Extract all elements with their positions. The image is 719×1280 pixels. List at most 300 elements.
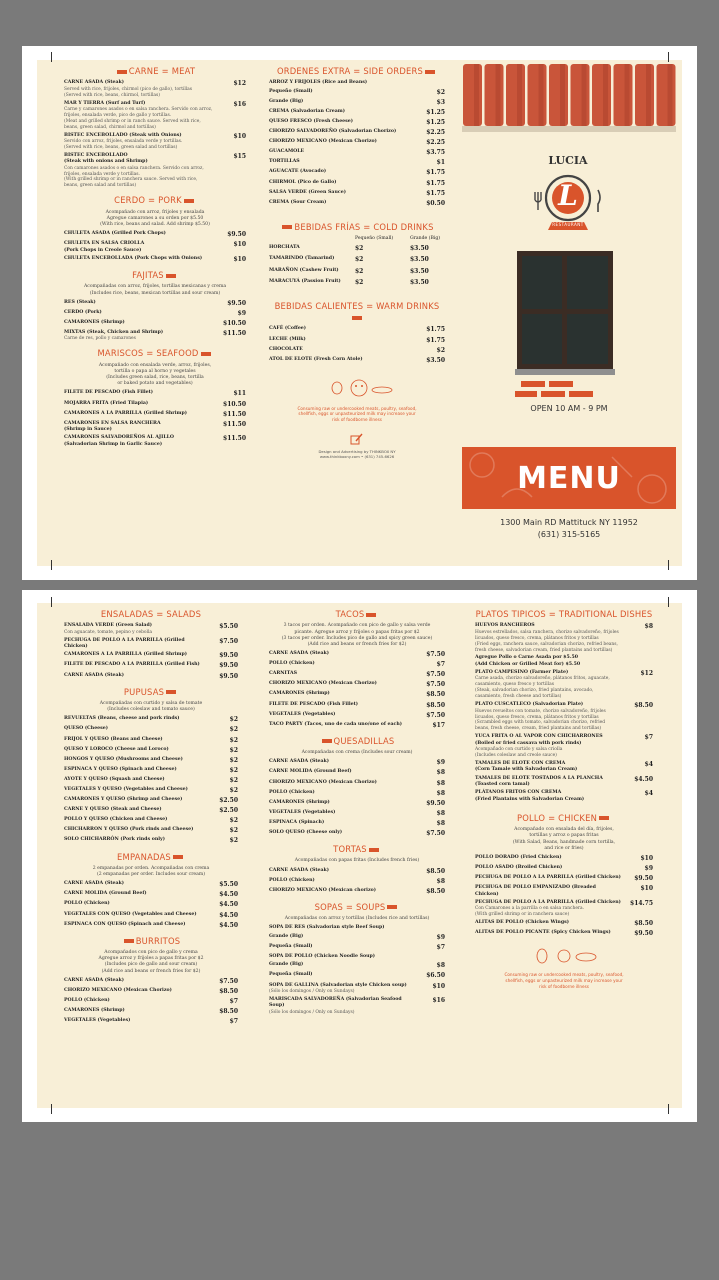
item-name: CHORIZO MEXICANO (Mexican Chorizo): [269, 681, 377, 687]
item-name-block: [64, 978, 124, 984]
item-price: $8: [436, 819, 445, 827]
item-price: $2: [229, 786, 238, 794]
item-name: BISTEC ENCEBOLLADO (Steak with Onions): [64, 132, 182, 138]
item-price: $8.50: [634, 702, 653, 710]
item-name: QUESO Y LOROCO (Cheese and Loroco): [64, 746, 169, 752]
item-name: VEGETALES (Vegetables): [64, 1018, 131, 1024]
item-name: CHULETA ENCEBOLLADA (Pork Chops with Onions): [64, 256, 203, 261]
item-price: $10.50: [223, 320, 246, 327]
section-title: BURRITOS: [135, 935, 181, 946]
menu-item: [64, 767, 238, 775]
item-name-block: [269, 180, 336, 186]
item-price: $7: [229, 998, 238, 1005]
item-price: $3.50: [426, 356, 445, 364]
item-name-block: [269, 820, 324, 826]
section-carne: [64, 66, 246, 77]
item-name-block: [269, 759, 329, 765]
item-name-block: [64, 912, 197, 918]
section-title: POLLO = CHICKEN: [516, 812, 598, 823]
item-name-block: [64, 320, 125, 326]
item-price: $1.25: [426, 108, 445, 116]
menu-item: [269, 149, 445, 157]
menu-item: [475, 761, 653, 774]
item-price: $11: [233, 390, 246, 398]
item-description: Con camarones asados o en salsa ranchera. Servido con arroz, frijoles, ensalada verde y tortillas. (With grilled shrimp or in ranchera sauce. Served with rice, beans, green salad and tortillas): [64, 165, 204, 189]
menu-item: [64, 1018, 238, 1026]
item-name: Agregue Pollo o Carne Asada por $5.50 (Add Chicken or Grilled Meat for) $5.50: [475, 655, 581, 667]
item-name: CAMARONES (Shrimp): [64, 320, 125, 325]
item-price: $1.75: [426, 336, 445, 344]
item-name: ATOL DE ELOTE (Fresh Corn Atole): [269, 356, 363, 362]
item-description: Servido con arroz, frijoles, ensalada verde y tortillas. (Served with rice, beans, green salad and tortillas): [64, 139, 183, 150]
item-price: $2: [229, 756, 238, 764]
roof-tile-shade: [496, 64, 501, 126]
item-name-block: [269, 925, 385, 931]
item-description: (Sólo los domingos / Only on Sundays): [269, 988, 355, 994]
item-name: POLLO (Chicken): [269, 877, 315, 883]
item-price: $5.50: [219, 623, 238, 631]
sopas-description: Acompañadas con arroz y tortillas (Includes rice and tortillas): [284, 916, 430, 922]
item-price: $1: [436, 159, 445, 167]
item-name: PECHUGA DE POLLO A LA PARRILLA (Grilled Chicken): [475, 875, 621, 881]
item-name: CAMARONES (Shrimp): [64, 1008, 125, 1014]
item-name-block: [64, 1008, 125, 1014]
menu-item: [269, 997, 445, 1016]
crop-mark: [51, 1104, 52, 1114]
item-name: ALITAS DE POLLO PICANTE (Spicy Chicken Wings): [475, 930, 611, 936]
empanadas-description: 2 empanadas por orden. Acompañadas con crema (2 empanadas per order. Includes sour cream): [92, 865, 210, 878]
burritos-list: [64, 978, 238, 1026]
item-name: ESPINACA Y QUESO (Spinach and Cheese): [64, 766, 177, 772]
menu-item: [64, 411, 246, 419]
item-name: PLÁTANOS FRITOS CON CREMA (Fried Plantains with Salvadorian Cream): [475, 790, 585, 802]
menu-item: [475, 900, 653, 918]
item-name: CARNE ASADA (Steak): [269, 651, 329, 657]
item-price: $2.25: [426, 139, 445, 147]
sopas-list: [269, 925, 445, 1015]
section-title: EMPANADAS: [117, 851, 171, 862]
item-name-block: [64, 922, 185, 928]
item-price: $9.50: [634, 875, 653, 883]
menu-item: [269, 830, 445, 838]
section-burritos: [64, 936, 238, 947]
item-name-block: [269, 962, 303, 968]
tacos-description: 3 tacos por orden. Acompañado con pico de gallo y salsa verde picante. Agregue arroz y frijoles o papas fritas por $2 (3 tacos per order. Includes pico de gallo and spicy green sauce) (Add rice and beans or french fries for $2): [281, 623, 433, 647]
menu-item: [269, 326, 445, 334]
section-title: PUPUSAS: [123, 686, 165, 697]
item-name-block: [269, 691, 330, 697]
section-title: QUESADILLAS: [333, 735, 395, 746]
item-name: CREMA (Salvadorian Cream): [269, 108, 345, 114]
item-name-block: [269, 139, 377, 145]
item-name: CAMARONES A LA PARRILLA (Grilled Shrimp): [64, 652, 187, 658]
menu-item: [269, 934, 445, 942]
section-title: MARISCOS = SEAFOOD: [97, 348, 199, 359]
item-price: $2: [229, 716, 238, 724]
item-name: POLLO (Chicken): [64, 998, 110, 1003]
item-name: Grande (Big): [269, 962, 304, 968]
size-big-label: Grande (Big): [410, 236, 441, 242]
crop-mark: [668, 560, 669, 570]
item-name-block: [269, 702, 358, 708]
menu-item: [475, 670, 653, 700]
item-name: POLLO ASADO (Broiled Chicken): [475, 865, 563, 871]
item-price: $2: [436, 88, 445, 96]
item-name: SOPA DE GALLINA (Salvadorian style Chicken soup): [269, 982, 407, 988]
item-name-block: [64, 662, 200, 668]
item-price: $8.50: [426, 867, 445, 875]
section-cerdo: [64, 195, 246, 206]
item-description: Acompañado con curtido y salsa criolla (Includes coleslaw and creole sauce): [475, 747, 563, 758]
item-name: VEGETALES Y QUESO (Vegetables and Cheese): [64, 786, 188, 792]
roof-tile-shade: [668, 64, 673, 126]
menu-item: [64, 747, 238, 755]
item-price: $8: [436, 877, 445, 885]
item-price: $8: [436, 962, 445, 970]
menu-item: [269, 722, 445, 730]
drink-row: [269, 268, 445, 276]
item-name: SOPA DE POLLO (Chicken Noodle Soup): [269, 954, 375, 959]
section-tortas: [269, 844, 445, 855]
item-name: PECHUGA DE POLLO A LA PARRILLA (Grilled Chicken): [64, 637, 185, 649]
item-name-block: [64, 901, 110, 907]
menu-item: [269, 868, 445, 876]
item-name-block: [475, 734, 603, 759]
menu-item: [64, 652, 238, 660]
menu-item: [64, 912, 238, 920]
item-name-block: [269, 712, 335, 718]
menu-item: [269, 99, 445, 107]
pollo-list: [475, 855, 653, 938]
item-price: $4.50: [219, 891, 238, 899]
item-name-block: [269, 190, 346, 196]
item-name: CARNE MOLIDA (Ground Beef): [269, 769, 352, 775]
item-name: CAMARONES (Shrimp): [269, 691, 330, 697]
item-name-block: [64, 807, 162, 813]
item-name: Grande (Big): [269, 933, 304, 939]
item-name: CHOCOLATE: [269, 346, 303, 352]
item-name-block: [475, 900, 621, 918]
address: 1300 Main RD Mattituck NY 11952: [500, 518, 638, 527]
menu-item: [269, 139, 445, 147]
menu-item: [64, 817, 238, 825]
item-name: CAMARONES EN SALSA RANCHERA (Shrimp in Sauce): [64, 420, 161, 433]
item-price: $8.50: [426, 691, 445, 699]
menu-item: [64, 310, 246, 318]
menu-item: [475, 885, 653, 898]
item-name: CARNE MOLIDA (Ground Beef): [64, 891, 147, 897]
item-name: CARNE ASADA (Steak): [64, 672, 124, 678]
item-name-block: [64, 435, 174, 448]
item-price: $7.50: [426, 681, 445, 689]
item-price: $11.50: [223, 330, 246, 338]
item-price: $2: [229, 726, 238, 734]
item-price: $2.50: [219, 797, 238, 805]
item-price: $7.50: [219, 977, 238, 985]
item-name: PECHUGA DE POLLO A LA PARRILLA (Grilled Chicken): [475, 900, 621, 905]
roof-tiles-illustration: [462, 64, 676, 136]
menu-item: [269, 129, 445, 137]
item-name: POLLO Y QUESO (Chicken and Cheese): [64, 817, 168, 823]
roof-tile-shade: [474, 64, 479, 126]
front-column-1: [64, 60, 246, 450]
item-name-block: [475, 930, 611, 936]
item-name-block: [64, 891, 147, 897]
menu-item: [269, 200, 445, 208]
item-name: PLATO CUSCATLECO (Salvadorian Plate): [475, 702, 584, 708]
item-price: $9.50: [634, 930, 653, 938]
section-extras: [269, 66, 445, 77]
menu-item: [64, 153, 246, 189]
restaurant-logo: [532, 152, 604, 238]
item-name: CHORIZO SALVADOREÑO (Salvadorian Chorizo): [269, 129, 397, 135]
item-name: CERDO (Pork): [64, 309, 102, 315]
item-name-block: [269, 671, 297, 677]
item-name-block: [269, 661, 315, 667]
item-name: FILETE DE PESCADO A LA PARRILLA (Grilled Fish): [64, 662, 200, 668]
menu-item: [269, 671, 445, 679]
mariscos-list: [64, 390, 246, 448]
item-name-block: [269, 169, 326, 175]
item-name: CARNE ASADA (Steak): [64, 977, 124, 983]
item-price: $4.50: [219, 901, 238, 909]
item-name: TAMALES DE ELOTE CON CREMA (Corn Tamale with Salvadorian Cream): [475, 760, 578, 773]
item-name: QUESO (Cheese): [64, 726, 109, 732]
item-description: Carne asada, chorizo salvadoreño, plátanos fritos, aguacate, casamiento, queso fresco y tortillas (Steak, salvadorian chorizo, fried plantains, avocado, casamiento, fresh cheese and tortillas): [475, 676, 610, 700]
drink-big-price: $3.50: [410, 267, 429, 275]
item-name: MIXTAS (Steak, Chicken and Shrimp): [64, 330, 164, 336]
menu-item: [64, 807, 238, 815]
item-price: $8.50: [426, 701, 445, 709]
item-price: $7.50: [426, 711, 445, 719]
menu-item: [64, 320, 246, 328]
item-price: $10: [233, 256, 246, 263]
drink-small-price: $2: [355, 278, 364, 286]
roof-tile: [592, 64, 611, 126]
item-name-block: [64, 421, 161, 434]
item-name-block: [64, 401, 148, 407]
item-name: CHORIZO MEXICANO (Mexican Chorizo): [269, 779, 377, 785]
opening-hours: OPEN 10 AM - 9 PM: [530, 404, 608, 413]
item-name-block: [64, 638, 207, 651]
section-title: BEBIDAS CALIENTES = WARM DRINKS: [274, 300, 440, 311]
item-price: $8: [644, 623, 653, 631]
item-price: $2: [229, 776, 238, 784]
menu-item: [269, 180, 445, 188]
crop-mark: [51, 597, 52, 607]
item-description: Huevos estrellados, salsa ranchera, chorizo salvadoreño, frijoles licuados, queso fresco, crema, plátanos fritos y tortillas (Fried eggs, ranchera sauce, salvadorian chorizo, refried beans, fresh cheese, salvadorian cream, fried plantains and tortillas): [475, 629, 619, 653]
item-name: VEGETALES (Vegetables): [269, 711, 336, 717]
menu-item: [64, 231, 246, 239]
item-name: AYOTE Y QUESO (Squash and Cheese): [64, 776, 165, 782]
item-name-block: [64, 777, 165, 783]
menu-item: [475, 702, 653, 732]
item-name-block: [64, 80, 192, 98]
section-frias: [269, 222, 445, 233]
section-pollo: [475, 813, 653, 824]
item-name: CHORIZO MEXICANO (Mexican Chorizo): [64, 987, 172, 993]
item-name-block: [269, 200, 326, 206]
item-price: $7.50: [426, 651, 445, 659]
item-price: $2.25: [426, 129, 445, 137]
item-price: $1.75: [426, 189, 445, 197]
menu-item: [269, 651, 445, 659]
item-name-block: [64, 673, 124, 679]
item-name: TACO PARTY (Tacos, uno de cada uno/one of each): [269, 721, 402, 727]
item-name-block: [269, 878, 315, 884]
menu-item: [269, 712, 445, 720]
menu-item: [64, 737, 238, 745]
carne-list: [64, 80, 246, 189]
roof-tile: [485, 64, 504, 126]
menu-item: [269, 888, 445, 896]
item-name-block: [269, 810, 335, 816]
menu-item: [64, 988, 238, 996]
section-sopas: [269, 902, 445, 913]
section-title: SOPAS = SOUPS: [314, 901, 386, 912]
item-name: LECHE (Milk): [269, 336, 306, 342]
item-name-block: [269, 888, 376, 894]
menu-item: [269, 962, 445, 970]
roof-tile: [528, 64, 547, 126]
item-price: $11.50: [223, 420, 246, 428]
item-name-block: [64, 827, 193, 833]
item-description: (Sólo los domingos / Only on Sundays): [269, 1009, 355, 1015]
design-credit: Design and Advertising by THINKBOX NY www.thinkboxny.com • (631) 745-6626: [318, 449, 396, 460]
menu-item: [64, 757, 238, 765]
item-price: $15: [233, 152, 246, 160]
item-name: REVUELTAS (Beans, cheese and pork rinds): [64, 716, 180, 722]
item-name: MARISCADA SALVADOREÑA (Salvadorian Seafood Soup): [269, 996, 402, 1009]
item-name: RES (Steak): [64, 299, 96, 305]
item-name-block: [269, 89, 313, 95]
menu-item: [475, 623, 653, 653]
drink-small-price: $2: [355, 256, 364, 264]
menu-item: [64, 881, 238, 889]
item-name-block: [64, 231, 166, 237]
item-price: $4.50: [219, 921, 238, 929]
roof-tile-shade: [517, 64, 522, 126]
menu-item: [269, 769, 445, 777]
item-name-block: [475, 865, 562, 871]
item-name: CARNITAS: [269, 671, 297, 677]
menu-item: [64, 390, 246, 398]
item-price: $9: [436, 933, 445, 941]
item-description: Con aguacate, tomate, pepino y cebolla: [64, 629, 152, 635]
item-price: $4.50: [219, 911, 238, 919]
item-name: POLLO (Chicken): [269, 789, 315, 795]
menu-item: [475, 865, 653, 873]
item-price: $10: [432, 982, 445, 990]
menu-item: [64, 787, 238, 795]
menu-item: [269, 159, 445, 167]
item-name-block: [475, 875, 621, 881]
section-title: PLATOS TIPICOS = TRADITIONAL DISHES: [475, 609, 653, 619]
item-name: CHORIZO MEXICANO (Mexican Chorizo): [269, 139, 377, 145]
item-name-block: [269, 99, 303, 105]
item-name-block: [475, 776, 603, 789]
item-name-block: [269, 149, 304, 155]
item-name: FILETE DE PESCADO (Fish Fillet): [269, 701, 359, 707]
item-description: Carne y camarones asados o en salsa ranchera. Servido con arroz, frijoles, ensalada verde, pico de gallo y tortillas. (Meat and grilled shrimp or in ranch sauce. Served with rice, beans, green salad, chirmol and tortillas): [64, 106, 213, 130]
item-name-block: [269, 337, 306, 343]
item-name-block: [64, 817, 167, 823]
item-price: $7: [436, 943, 445, 951]
item-name-block: [64, 881, 124, 887]
crop-mark: [51, 560, 52, 570]
item-name: SOLO CHICHARRÓN (Pork rinds only): [64, 837, 165, 843]
menu-item: [269, 759, 445, 767]
menu-banner: [462, 447, 676, 509]
menu-item: [64, 827, 238, 835]
menu-item: [269, 780, 445, 788]
item-price: $9.50: [219, 672, 238, 680]
cerdo-description: Acompañado con arroz, frijoles y ensalada Agregue camarones a su orden por $5.50 (With rice, beans and salad. Add shrimp $5.50): [100, 209, 210, 228]
pupusas-list: [64, 716, 238, 845]
fajitas-description: Acompañadas con arroz, frijoles, tortillas mexicanas y crema (Includes rice, beans, mexican tortillas and sour cream): [83, 284, 227, 296]
item-name: SOLO QUESO (Cheese only): [269, 830, 343, 836]
item-price: $7.50: [426, 830, 445, 838]
item-name: ENSALADA VERDE (Green Salad): [64, 623, 152, 629]
item-name-block: [64, 153, 213, 189]
item-name-block: [269, 129, 396, 135]
item-name-block: [269, 830, 342, 836]
pupusas-description: Acompañadas con curtido y salsa de tomate (Includes coleslaw and tomato sauce): [99, 700, 203, 713]
menu-item: [64, 922, 238, 930]
item-price: $1.75: [426, 326, 445, 334]
item-price: $12: [640, 670, 653, 678]
item-name: YUCA FRITA O AL VAPOR CON CHICHARRONES (Boiled or fried cassava with pork rinds): [475, 734, 603, 746]
menu-item: [64, 623, 238, 635]
item-name: GUACAMOLE: [269, 149, 305, 155]
menu-item: [269, 357, 445, 365]
food-warning: Consuming raw or undercooked meats, poultry, seafood, shellfish, eggs or unpasteurized milk may increase your risk of foodborne illness: [297, 405, 417, 422]
item-name: Grande (Big): [269, 98, 304, 104]
item-name: CHICHARRON Y QUESO (Pork rinds and Cheese): [64, 827, 194, 833]
drink-row: [269, 279, 445, 287]
front-panel: [37, 60, 682, 566]
item-name-block: [475, 761, 577, 774]
menu-item: [64, 673, 238, 681]
menu-item: [269, 800, 445, 808]
item-name-block: [269, 800, 330, 806]
menu-item: [64, 300, 246, 308]
menu-item: [64, 716, 238, 724]
drink-name: HORCHATA: [269, 245, 300, 251]
menu-item: [64, 777, 238, 785]
section-pupusas: [64, 687, 238, 698]
crop-mark: [668, 1104, 669, 1114]
fajitas-list: [64, 300, 246, 343]
extras-list: [269, 80, 445, 207]
roof-tile-shade: [603, 64, 608, 126]
item-name-block: [64, 837, 165, 843]
burritos-description: Acompañados con pico de gallo y crema Agregue arroz y frijoles a papas fritas por $2 (Includes pico de gallo and sour cream) (Add rice and beans or french fries for $2): [98, 950, 204, 974]
item-name: BISTEC ENCEBOLLADO (Steak with onions and Shrimp): [64, 152, 148, 165]
item-name-block: [475, 702, 621, 732]
item-name-block: [64, 747, 169, 753]
item-name: CHULETA EN SALSA CRIOLLA (Pork Chops in Creole Sauce): [64, 241, 145, 253]
menu-item: [64, 435, 246, 448]
section-mariscos: [64, 348, 246, 359]
item-name: MAR Y TIERRA (Surf and Turf): [64, 100, 146, 106]
menu-item: [64, 133, 246, 151]
item-price: $2: [229, 746, 238, 754]
item-name: Pequeña (Small): [269, 972, 313, 978]
menu-item: [64, 101, 246, 131]
item-name-block: [269, 972, 313, 978]
tacos-list: [269, 651, 445, 730]
